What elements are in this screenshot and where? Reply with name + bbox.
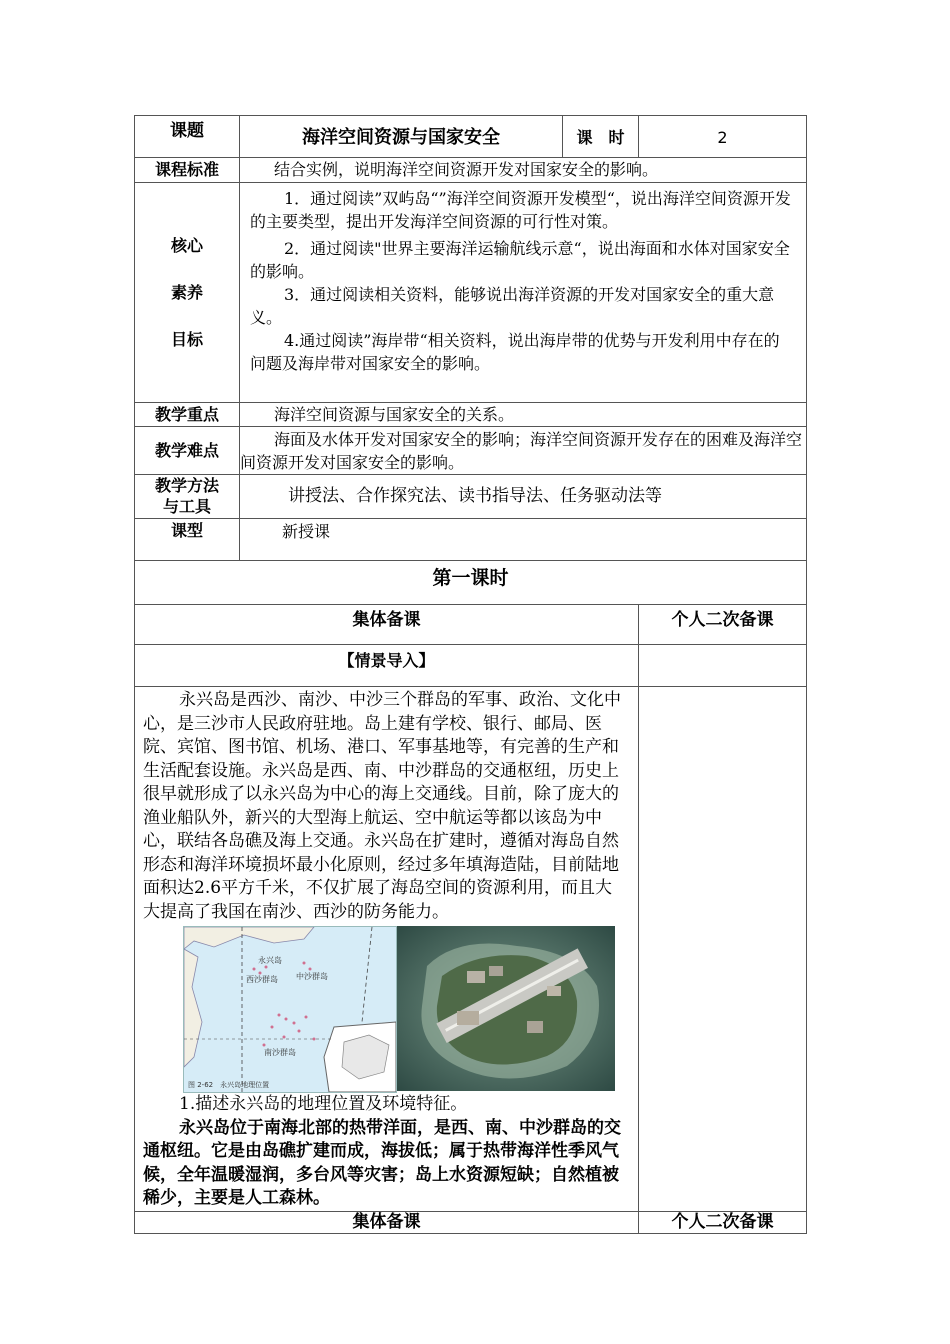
- intro-content: [135, 687, 639, 1212]
- method-label-line2: 与工具: [162, 497, 211, 516]
- location-map: [183, 926, 397, 1093]
- footer-collective-header: 集体备课: [135, 1211, 639, 1233]
- core-item: 2．通过阅读"世界主要海洋运输航线示意“，说出海面和水体对国家安全的影响。: [250, 239, 790, 281]
- method-label-line1: 教学方法: [154, 476, 219, 495]
- answer-text: 永兴岛位于南海北部的热带洋面，是西、南、中沙群岛的交通枢纽。它是由岛礁扩建而成，海拔低；属于热带海洋性季风气候，全年温暖湿润，多台风等灾害；岛上水资源短缺；自然植被稀少，主要是人工森林。: [143, 1117, 621, 1208]
- personal-header: 个人二次备课: [639, 605, 807, 645]
- map-caption: 图 2-62 永兴岛地理位置: [188, 1081, 270, 1089]
- lesson-plan-page: [134, 115, 806, 1234]
- intro-heading-notes: [639, 645, 807, 687]
- map-drawing: [184, 927, 396, 1092]
- core-label-line2: 素养: [170, 283, 203, 302]
- method-text: 讲授法、合作探究法、读书指导法、任务驱动法等: [240, 475, 807, 519]
- lesson-plan-table: [134, 115, 807, 1234]
- map-label: 中沙群岛: [296, 972, 328, 981]
- key-row: [135, 403, 807, 427]
- intro-paragraph: 永兴岛是西沙、南沙、中沙三个群岛的军事、政治、文化中心，是三沙市人民政府驻地。岛上建有学校、银行、邮局、医院、宾馆、图书馆、机场、港口、军事基地等，有完善的生产和生活配套设施。永兴岛是西、南、中沙群岛的交通枢纽，历史上很早就形成了以永兴岛为中心的海上交通线。目前，除了庞大的渔业船队外，新兴的大型海上航运、空中航运等都以该岛为中心，联结各岛礁及海上交通。永兴岛在扩建时，遵循对海岛自然形态和海洋环境损坏最小化原则，经过多年填海造陆，目前陆地面积达2.6平方千米，不仅扩展了海岛空间的资源利用，而且大大提高了我国在南沙、西沙的防务能力。: [143, 690, 621, 922]
- core-row: [135, 183, 807, 403]
- footer-header-row: [135, 1211, 807, 1233]
- standard-text: 结合实例，说明海洋空间资源开发对国家安全的影响。: [240, 158, 807, 183]
- map-label: 西沙群岛: [246, 975, 278, 984]
- type-row: [135, 519, 807, 561]
- core-item: 3．通过阅读相关资料，能够说出海洋资源的开发对国家安全的重大意义。: [250, 285, 775, 327]
- key-label: 教学重点: [135, 403, 240, 427]
- hours-value: 2: [639, 116, 807, 158]
- core-label-line3: 目标: [170, 330, 203, 349]
- core-label-line1: 核心: [170, 236, 203, 255]
- standard-row: [135, 158, 807, 183]
- standard-label: 课程标准: [135, 158, 240, 183]
- footer-personal-header: 个人二次备课: [639, 1211, 807, 1233]
- key-text: 海洋空间资源与国家安全的关系。: [240, 403, 807, 427]
- intro-heading-row: [135, 645, 807, 687]
- core-label: [135, 183, 240, 403]
- topic-value: 海洋空间资源与国家安全: [240, 116, 563, 158]
- difficulty-text: 海面及水体开发对国家安全的影响；海洋空间资源开发存在的困难及海洋空间资源开发对国家安全的影响。: [240, 427, 807, 475]
- column-header-row: [135, 605, 807, 645]
- core-item: 1．通过阅读”双屿岛“”海洋空间资源开发模型“，说出海洋空间资源开发的主要类型，提出开发海洋空间资源的可行性对策。: [250, 189, 791, 231]
- collective-header: 集体备课: [135, 605, 639, 645]
- difficulty-label: 教学难点: [135, 427, 240, 475]
- photo-drawing: [397, 926, 615, 1091]
- core-item: 4.通过阅读”海岸带“相关资料，说出海岸带的优势与开发利用中存在的问题及海岸带对国家安全的影响。: [250, 331, 780, 373]
- intro-heading: 【情景导入】: [135, 645, 639, 687]
- map-label: 永兴岛: [258, 956, 282, 965]
- figure-row: [183, 926, 638, 1091]
- type-text: 新授课: [240, 519, 807, 561]
- section-title: 第一课时: [135, 561, 807, 605]
- intro-content-row: [135, 687, 807, 1212]
- core-objectives: [240, 183, 807, 403]
- method-label: [135, 475, 240, 519]
- method-row: [135, 475, 807, 519]
- intro-content-notes: [639, 687, 807, 1212]
- map-label: 南沙群岛: [264, 1048, 296, 1057]
- topic-row: [135, 116, 807, 158]
- difficulty-row: [135, 427, 807, 475]
- topic-label: 课题: [135, 116, 240, 158]
- section-title-row: [135, 561, 807, 605]
- island-aerial-photo: [397, 926, 615, 1091]
- type-label: 课型: [135, 519, 240, 561]
- question-text: 1.描述永兴岛的地理位置及环境特征。: [179, 1094, 468, 1114]
- hours-label: 课 时: [563, 116, 639, 158]
